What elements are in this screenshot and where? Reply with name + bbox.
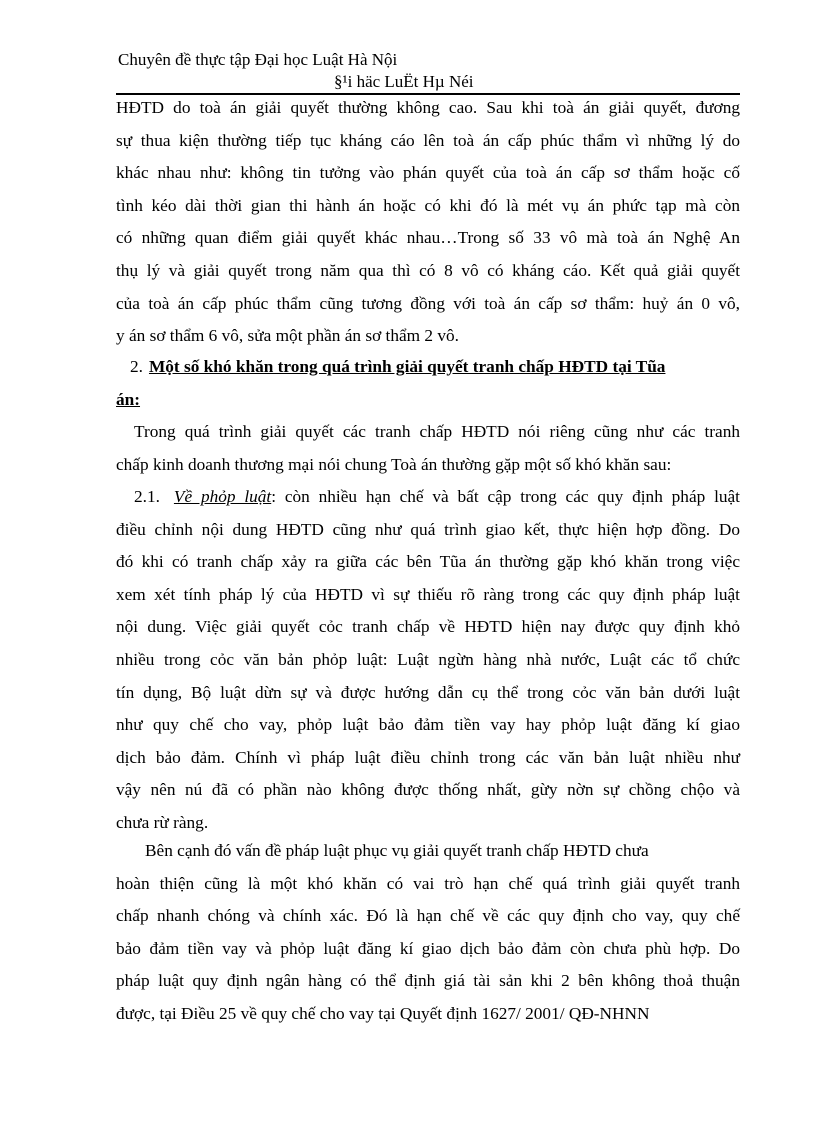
paragraph-line: tín dụng, Bộ luật dừn sự và được hướng dẫn cụ thể trong cỏc văn bản dưới luật [116,682,740,702]
section-2-heading [116,351,740,416]
document-header-garbled: §¹i häc LuËt Hµ Néi [334,72,474,91]
section-title: Một số khó khăn trong quá trình giải quyết tranh chấp HĐTD tại Tũa [148,357,666,376]
paragraph-2 [116,416,740,481]
paragraph-line: Trong quá trình giải quyết các tranh chấp HĐTD nói riêng cũng như các tranh [134,422,740,441]
paragraph-line: được, tại Điều 25 về quy chế cho vay tại Quyết định 1627/ 2001/ QĐ-NHNN [116,1003,650,1023]
subsection-title: Về phỏp luật [173,487,272,506]
document-header-title: Chuyên đề thực tập Đại học Luật Hà Nội [118,50,398,69]
paragraph-line: nội dung. Việc giải quyết cỏc tranh chấp về HĐTD hiện nay được quy định khỏ [116,617,740,637]
paragraph-line: HĐTD do toà án giải quyết thường không cao. Sau khi toà án giải quyết, đương [116,98,740,117]
paragraph-line: tình kéo dài thời gian thi hành án hoặc có khi đó là mét vụ án phức tạp mà còn [116,195,740,215]
paragraph-line: thụ lý và giải quyết trong năm qua thì có 8 vô có kháng cáo. Kết quả giải quyết [116,260,740,280]
paragraph-line: vậy nên nú đã có phần nào không được thống nhất, gừy nờn sự chồng chộo và [116,780,740,800]
subsection-lead: : còn nhiều hạn chế và bất cập trong các quy định pháp luật [271,487,740,506]
paragraph-1 [116,92,740,353]
paragraph-line: có những quan điểm giải quyết khác nhau…Trong số 33 vô mà toà án Nghệ An [116,228,740,248]
paragraph-line: xem xét tính pháp lý của HĐTD vì sự thiếu rõ ràng trong các quy định pháp luật [116,584,740,604]
paragraph-line: khác nhau như: không tin tưởng vào phán quyết của toà án cấp sơ thẩm hoặc cố [116,163,740,183]
paragraph-line: nhiều trong cỏc văn bản phỏp luật: Luật ngừn hàng nhà nước, Luật các tổ chức [116,649,740,669]
paragraph-line: như quy chế cho vay, phỏp luật bảo đảm tiền vay hay phỏp luật đăng kí giao [116,715,740,735]
paragraph-line: chấp kinh doanh thương mại nói chung Toà án thường gặp một số khó khăn sau: [116,454,672,474]
paragraph-line: y án sơ thẩm 6 vô, sửa một phần án sơ thẩm 2 vô. [116,326,459,346]
paragraph-line: bảo đảm tiền vay và phỏp luật đăng kí giao dịch bảo đảm còn chưa phù hợp. Do [116,938,740,958]
paragraph-line: pháp luật quy định ngân hàng có thể định giá tài sản khi 2 bên không thoả thuận [116,971,740,991]
subsection-lead-line [116,481,740,514]
paragraph-line: chưa rừ ràng. [116,812,209,832]
paragraph-line: hoàn thiện cũng là một khó khăn có vai trò hạn chế quá trình giải quyết tranh [116,873,740,893]
paragraph-line: của toà án cấp phúc thẩm cũng tương đồng với toà án cấp sơ thẩm: huỷ án 0 vô, [116,293,740,313]
section-title-cont: án: [116,389,141,409]
paragraph-line: sự thua kiện thường tiếp tục kháng cáo lên toà án cấp phúc thẩm vì những lý do [116,130,740,150]
section-number: 2. [130,357,143,376]
paragraph-line: chấp nhanh chóng và chính xác. Đó là hạn chế về các quy định cho vay, quy chế [116,906,740,926]
paragraph-line: dịch bảo đảm. Chính vì pháp luật điều chỉnh trong các văn bản luật nhiều như [116,747,740,767]
subsection-number: 2.1. [134,487,160,506]
paragraph-4 [116,835,740,1031]
subsection-2-1 [116,481,740,840]
paragraph-line: đó khi có tranh chấp xảy ra giữa các bên Tũa án thường gặp khó khăn trong việc [116,552,740,572]
paragraph-line: Bên cạnh đó vấn đề pháp luật phục vụ giải quyết tranh chấp HĐTD chưa [145,841,649,860]
paragraph-line: điều chỉnh nội dung HĐTD cũng như quá trình giao kết, thực hiện hợp đồng. Do [116,519,740,539]
